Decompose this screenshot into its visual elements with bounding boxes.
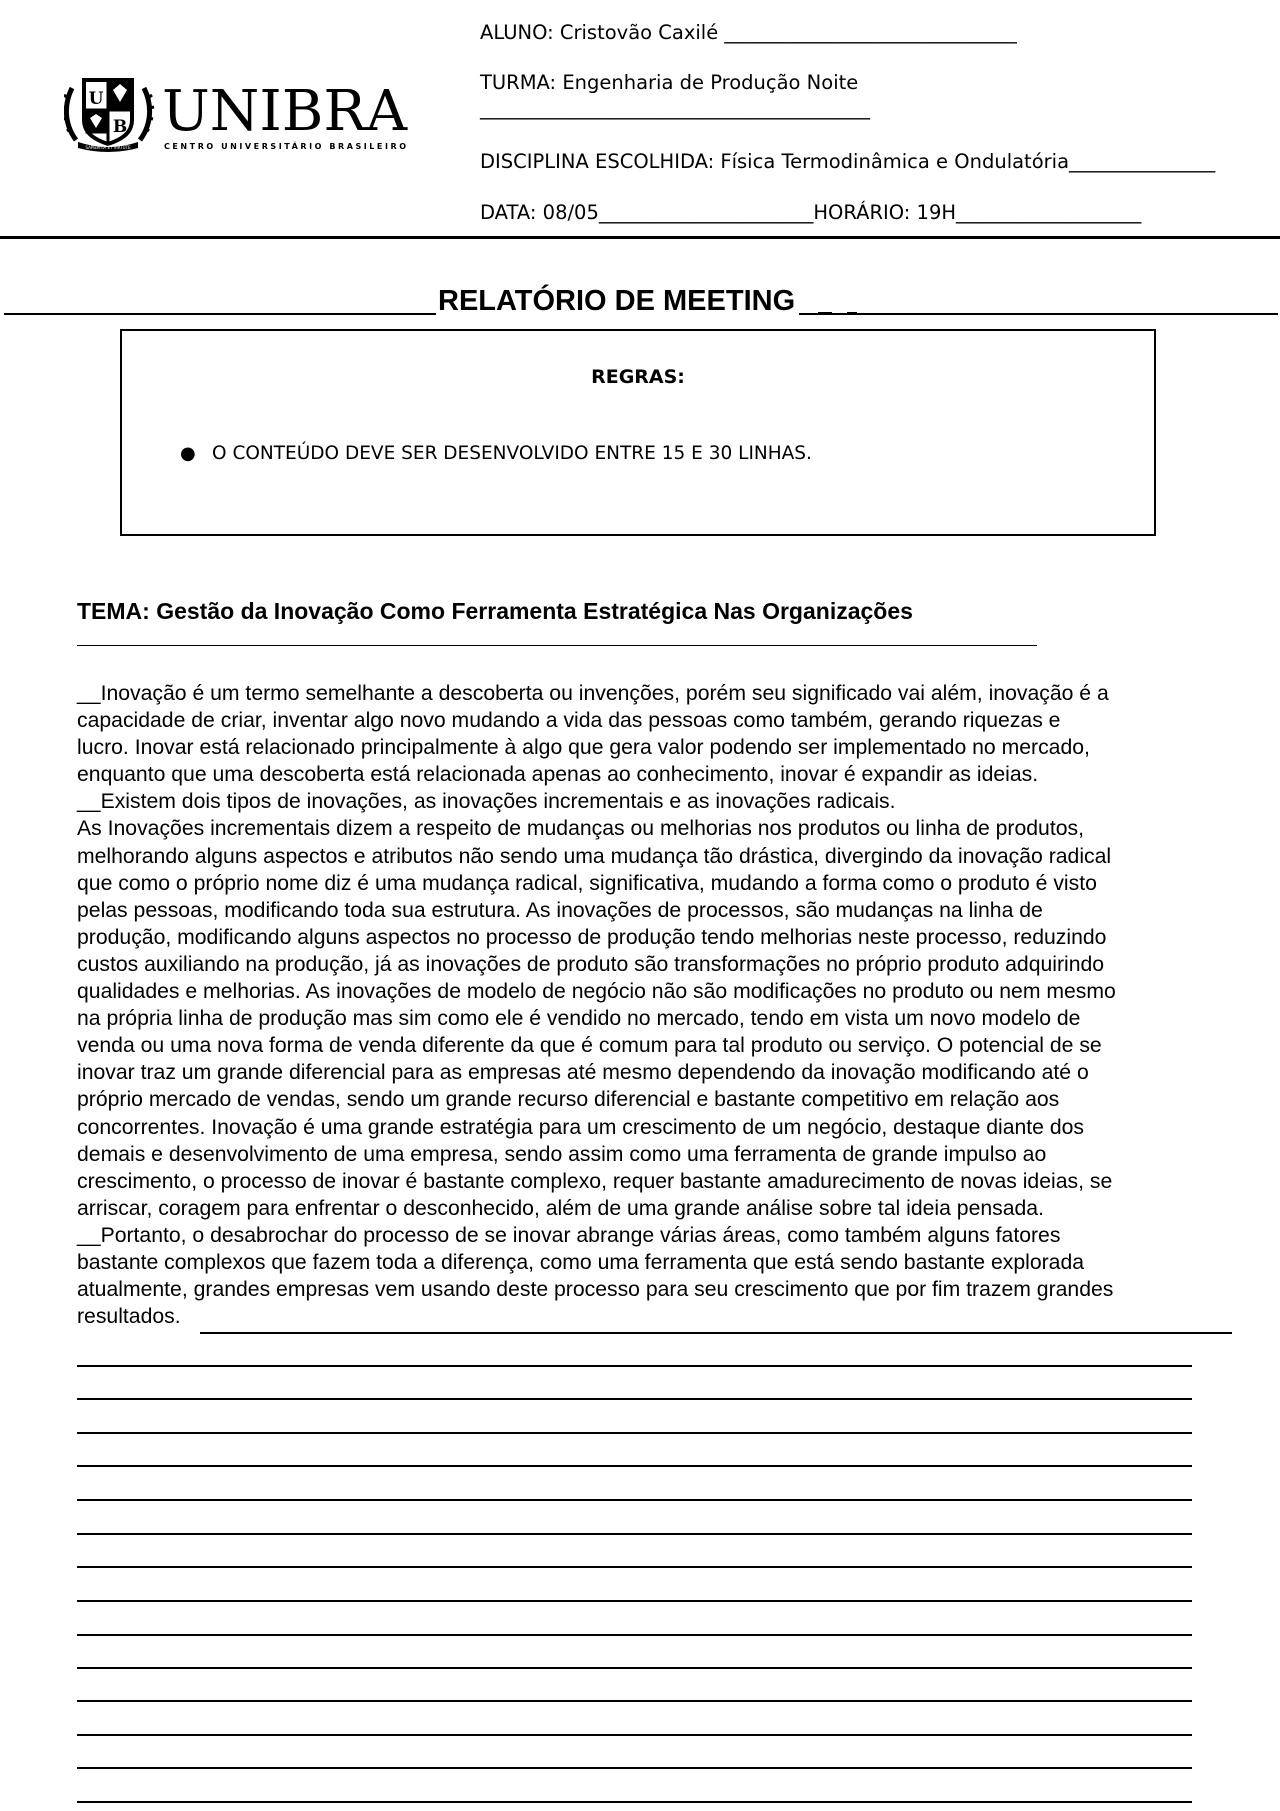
body-line: __Inovação é um termo semelhante a descoberta ou invenções, porém seu significado vai além, inovação é a bbox=[77, 682, 1109, 705]
date-time-field: DATA: 08/05______________________HORÁRIO: 19H___________________ bbox=[480, 201, 1142, 224]
body-line: na própria linha de produção mas sim como ele é vendido no mercado, tendo em vista um novo modelo de bbox=[77, 1007, 1081, 1031]
report-body bbox=[77, 680, 1247, 1330]
writing-line bbox=[77, 1700, 1192, 1702]
unibra-logo bbox=[64, 76, 409, 152]
body-line: melhorando alguns aspectos e atributos não sendo uma mudança tão drástica, divergindo da inovação radical bbox=[77, 844, 1112, 868]
theme-heading: TEMA: Gestão da Inovação Como Ferramenta Estratégica Nas Organizações bbox=[77, 598, 913, 624]
rules-list bbox=[180, 443, 812, 464]
body-line: atualmente, grandes empresas vem usando deste processo para seu crescimento que por fim trazem grandes bbox=[77, 1278, 1114, 1302]
unibra-crest-icon bbox=[64, 76, 409, 152]
writing-line bbox=[77, 1365, 1192, 1367]
body-line: pelas pessoas, modificando toda sua estrutura. As inovações de processos, são mudanças na linha de bbox=[77, 898, 1043, 922]
body-line: capacidade de criar, inventar algo novo mudando a vida das pessoas como também, gerando riquezas e bbox=[77, 709, 1061, 733]
body-line: produção, modificando alguns aspectos no processo de produção tendo melhorias neste processo, reduzindo bbox=[77, 925, 1107, 949]
body-line: lucro. Inovar está relacionado principalmente à algo que gera valor podendo ser implementado no mercado, bbox=[77, 736, 1090, 760]
crest-motto: SAPIENTIA ET VIRTUTE bbox=[85, 145, 131, 150]
writing-line bbox=[77, 1432, 1192, 1434]
writing-line bbox=[77, 1533, 1192, 1535]
discipline-field: DISCIPLINA ESCOLHIDA: Física Termodinâmica e Ondulatória_______________ bbox=[480, 150, 1216, 173]
class-field: TURMA: Engenharia de Produção Noite bbox=[480, 71, 859, 94]
writing-line bbox=[77, 1767, 1192, 1769]
body-line: custos auxiliando na produção, já as inovações de produto são transformações no próprio produto adquirindo bbox=[77, 952, 1105, 976]
writing-line bbox=[77, 1734, 1192, 1736]
header-divider bbox=[0, 236, 1280, 239]
body-line: concorrentes. Inovação é uma grande estratégia para um crescimento de um negócio, destaque diante dos bbox=[77, 1115, 1085, 1139]
body-line: que como o próprio nome diz é uma mudança radical, significativa, mudando a forma como o produto é visto bbox=[77, 871, 1097, 895]
writing-line bbox=[77, 1465, 1192, 1467]
bullet-icon: ● bbox=[180, 443, 196, 464]
body-line: crescimento, o processo de inovar é bastante complexo, requer bastante amadurecimento de novas ideias, se bbox=[77, 1169, 1113, 1193]
report-title: RELATÓRIO DE MEETING bbox=[436, 284, 799, 318]
body-line: qualidades e melhorias. As inovações de modelo de negócio não são modificações no produto ou nem mesmo bbox=[77, 980, 1116, 1004]
writing-line bbox=[77, 1667, 1192, 1669]
writing-line bbox=[77, 1398, 1192, 1400]
logo-subtitle: CENTRO UNIVERSITÁRIO BRASILEIRO bbox=[164, 142, 406, 151]
writing-line bbox=[77, 1634, 1192, 1636]
crest-letter-u: U bbox=[88, 89, 104, 109]
body-line: venda ou uma nova forma de venda diferente da que é comum para tal produto ou serviço. O potencial de se bbox=[77, 1034, 1102, 1058]
theme-underline bbox=[77, 645, 1037, 646]
body-line: enquanto que uma descoberta está relacionada apenas ao conhecimento, inovar é expandir as ideias. bbox=[77, 763, 1039, 787]
logo-wordmark: UNIBRA bbox=[162, 79, 408, 144]
class-field-blank: ________________________________________ bbox=[480, 97, 870, 120]
writing-line bbox=[77, 1600, 1192, 1602]
title-dash bbox=[847, 312, 857, 314]
title-dash bbox=[818, 312, 832, 314]
writing-line bbox=[77, 1499, 1192, 1501]
writing-line bbox=[200, 1332, 1232, 1334]
crest-letter-b: B bbox=[112, 117, 128, 137]
rule-text: O CONTEÚDO DEVE SER DESENVOLVIDO ENTRE 15 E 30 LINHAS. bbox=[212, 443, 812, 464]
body-line: As Inovações incrementais dizem a respeito de mudanças ou melhorias nos produtos ou linha de produtos, bbox=[77, 817, 1084, 841]
body-line: arriscar, coragem para enfrentar o desconhecido, além de uma grande análise sobre tal ideia pensada. bbox=[77, 1196, 1044, 1220]
body-line: resultados. bbox=[77, 1305, 181, 1329]
body-line: próprio mercado de vendas, sendo um grande recurso diferencial e bastante competitivo em relação aos bbox=[77, 1088, 1060, 1112]
body-line: bastante complexos que fazem toda a diferença, como uma ferramenta que está sendo bastante explorada bbox=[77, 1250, 1085, 1274]
rules-box bbox=[120, 329, 1156, 536]
body-line: __Portanto, o desabrochar do processo de se inovar abrange várias áreas, como também alguns fatores bbox=[77, 1223, 1061, 1247]
writing-line bbox=[77, 1801, 1192, 1803]
rule-item bbox=[180, 443, 812, 464]
body-line: demais e desenvolvimento de uma empresa, sendo assim como uma ferramenta de grande impulso ao bbox=[77, 1142, 1047, 1166]
writing-line bbox=[77, 1566, 1192, 1568]
student-field: ALUNO: Cristovão Caxilé ______________________________ bbox=[480, 21, 1017, 44]
body-line: __Existem dois tipos de inovações, as inovações incrementais e as inovações radicais. bbox=[77, 790, 896, 814]
body-line: inovar traz um grande diferencial para as empresas até mesmo dependendo da inovação modificando até o bbox=[77, 1061, 1089, 1085]
rules-heading: REGRAS: bbox=[591, 366, 685, 388]
